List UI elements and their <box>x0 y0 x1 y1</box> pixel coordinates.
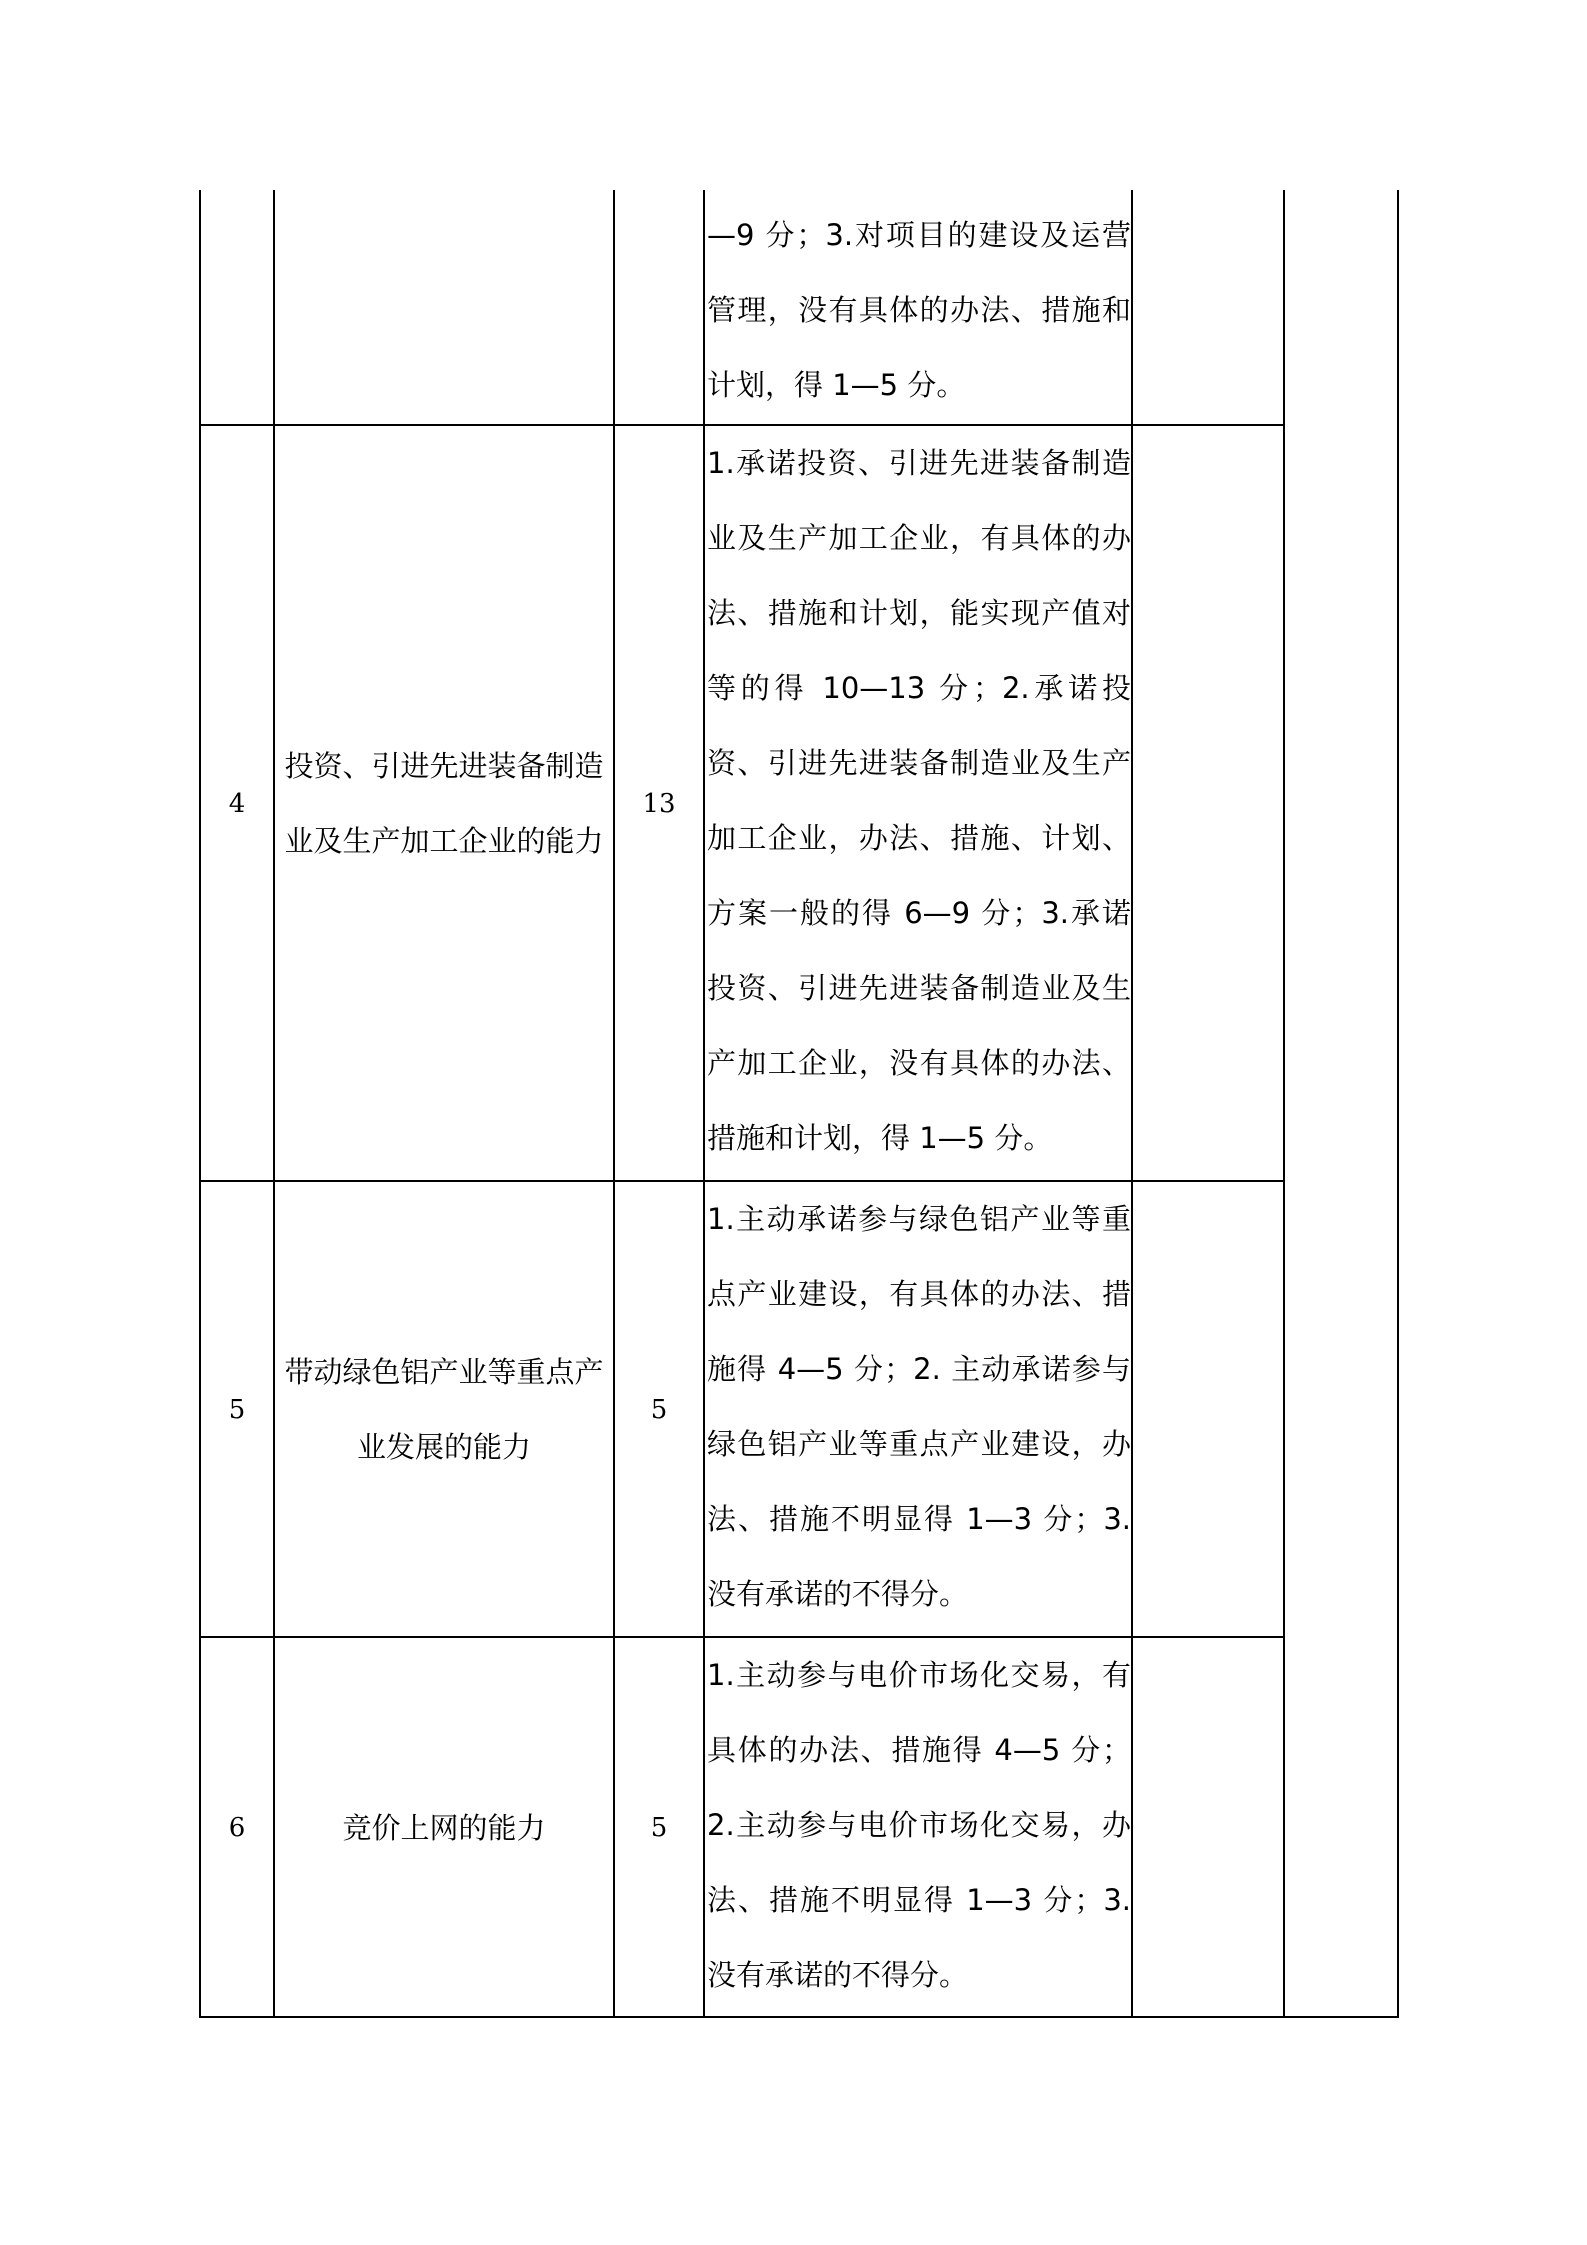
row-item <box>275 190 613 426</box>
row-criteria: 1.承诺投资、引进先进装备制造业及生产加工企业，有具体的办法、措施和计划，能实现产值对等的得 10—13 分；2.承诺投资、引进先进装备制造业及生产加工企业，办法、措施、计划、方案一般的得 6—9 分；3.承诺投资、引进先进装备制造业及生产加工企业，没有具体的办法、措施和计划，得 1—5 分。 <box>707 446 1131 1155</box>
row-score <box>615 190 703 426</box>
table-row <box>199 426 1399 1182</box>
row-item: 带动绿色铝产业等重点产业发展的能力 <box>284 1355 604 1464</box>
scoring-table <box>199 190 1399 2018</box>
row-criteria: —9 分；3.对项目的建设及运营管理，没有具体的办法、措施和计划，得 1—5 分。 <box>707 218 1131 402</box>
row-criteria: 1.主动承诺参与绿色铝产业等重点产业建设，有具体的办法、措施得 4—5 分；2. 主动承诺参与绿色铝产业等重点产业建设，办法、措施不明显得 1—3 分；3.没有承诺的不得分。 <box>707 1202 1131 1611</box>
row-criteria: 1.主动参与电价市场化交易，有具体的办法、措施得 4—5 分；2.主动参与电价市场化交易，办法、措施不明显得 1—3 分；3.没有承诺的不得分。 <box>707 1658 1131 1992</box>
table-row <box>199 1638 1399 2018</box>
table-row <box>199 1182 1399 1638</box>
row-index: 5 <box>228 1395 246 1425</box>
row-score: 13 <box>642 789 676 819</box>
row-index: 6 <box>228 1813 246 1843</box>
row-score: 5 <box>650 1395 668 1425</box>
row-item: 竞价上网的能力 <box>342 1810 546 1845</box>
row-item: 投资、引进先进装备制造业及生产加工企业的能力 <box>284 749 604 858</box>
row-score: 5 <box>650 1813 668 1843</box>
row-index <box>201 190 273 426</box>
table-row <box>199 190 1399 426</box>
row-index: 4 <box>228 789 246 819</box>
